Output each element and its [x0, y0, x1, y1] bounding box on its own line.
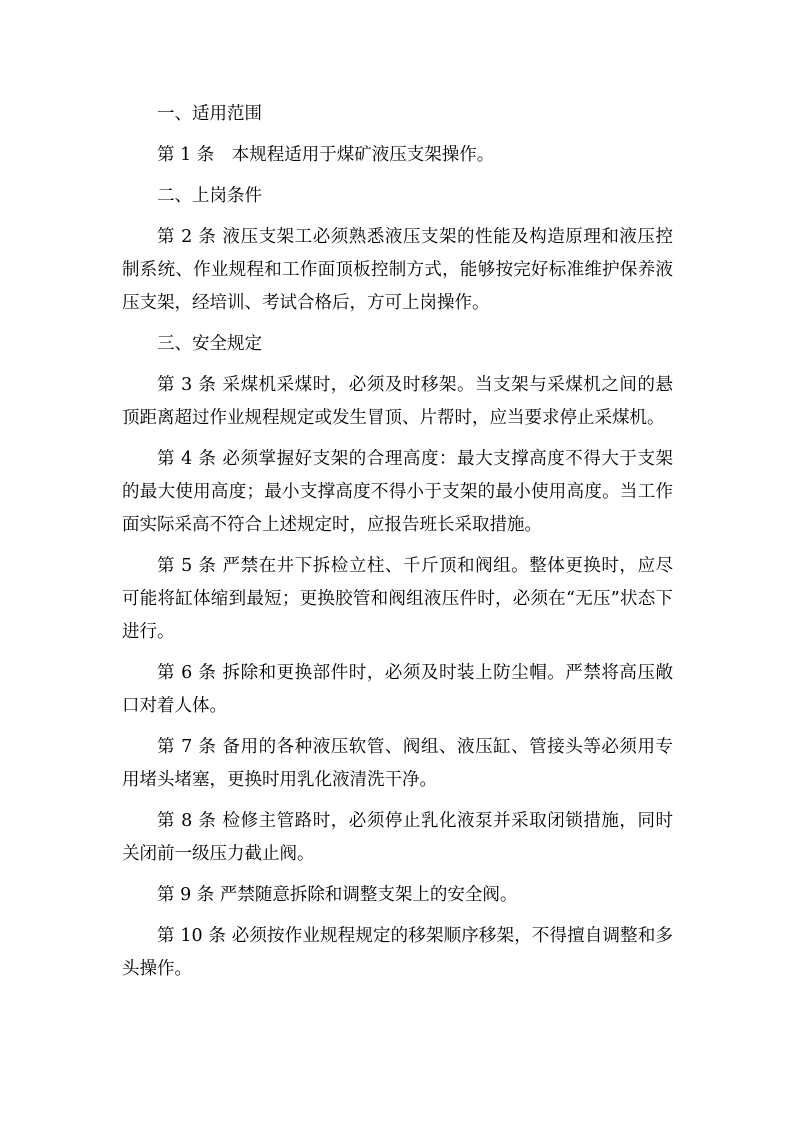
article-9: 第 9 条 严禁随意拆除和调整支架上的安全阀。 — [157, 885, 518, 905]
article-1: 第 1 条 本规程适用于煤矿液压支架操作。 — [157, 145, 495, 165]
section-heading-safety-rules: 三、安全规定 — [157, 334, 262, 354]
article-3: 第 3 条 采煤机采煤时，必须及时移架。当支架与采煤机之间的悬顶距离超过作业规程规定或发生冒顶、片帮时，应当要求停止采煤机。 — [122, 375, 673, 428]
section-heading-qualifications: 二、上岗条件 — [157, 186, 262, 206]
section-heading-scope: 一、适用范围 — [157, 104, 262, 124]
article-4: 第 4 条 必须掌握好支架的合理高度：最大支撑高度不得大于支架的最大使用高度；最小支撑高度不得小于支架的最小使用高度。当工作面实际采高不符合上述规定时，应报告班长采取措施。 — [122, 449, 673, 535]
article-2: 第 2 条 液压支架工必须熟悉液压支架的性能及构造原理和液压控制系统、作业规程和工作面顶板控制方式，能够按完好标准维护保养液压支架，经培训、考试合格后，方可上岗操作。 — [122, 227, 673, 313]
article-10: 第 10 条 必须按作业规程规定的移架顺序移架，不得擅自调整和多头操作。 — [122, 926, 673, 979]
article-7: 第 7 条 备用的各种液压软管、阀组、液压缸、管接头等必须用专用堵头堵塞，更换时用乳化液清洗干净。 — [122, 737, 673, 790]
article-8: 第 8 条 检修主管路时，必须停止乳化液泵并采取闭锁措施，同时关闭前一级压力截止阀。 — [122, 811, 673, 864]
article-6: 第 6 条 拆除和更换部件时，必须及时装上防尘帽。严禁将高压敞口对着人体。 — [122, 663, 673, 716]
article-5: 第 5 条 严禁在井下拆检立柱、千斤顶和阀组。整体更换时，应尽可能将缸体缩到最短；更换胶管和阀组液压件时，必须在“无压”状态下进行。 — [122, 556, 673, 642]
